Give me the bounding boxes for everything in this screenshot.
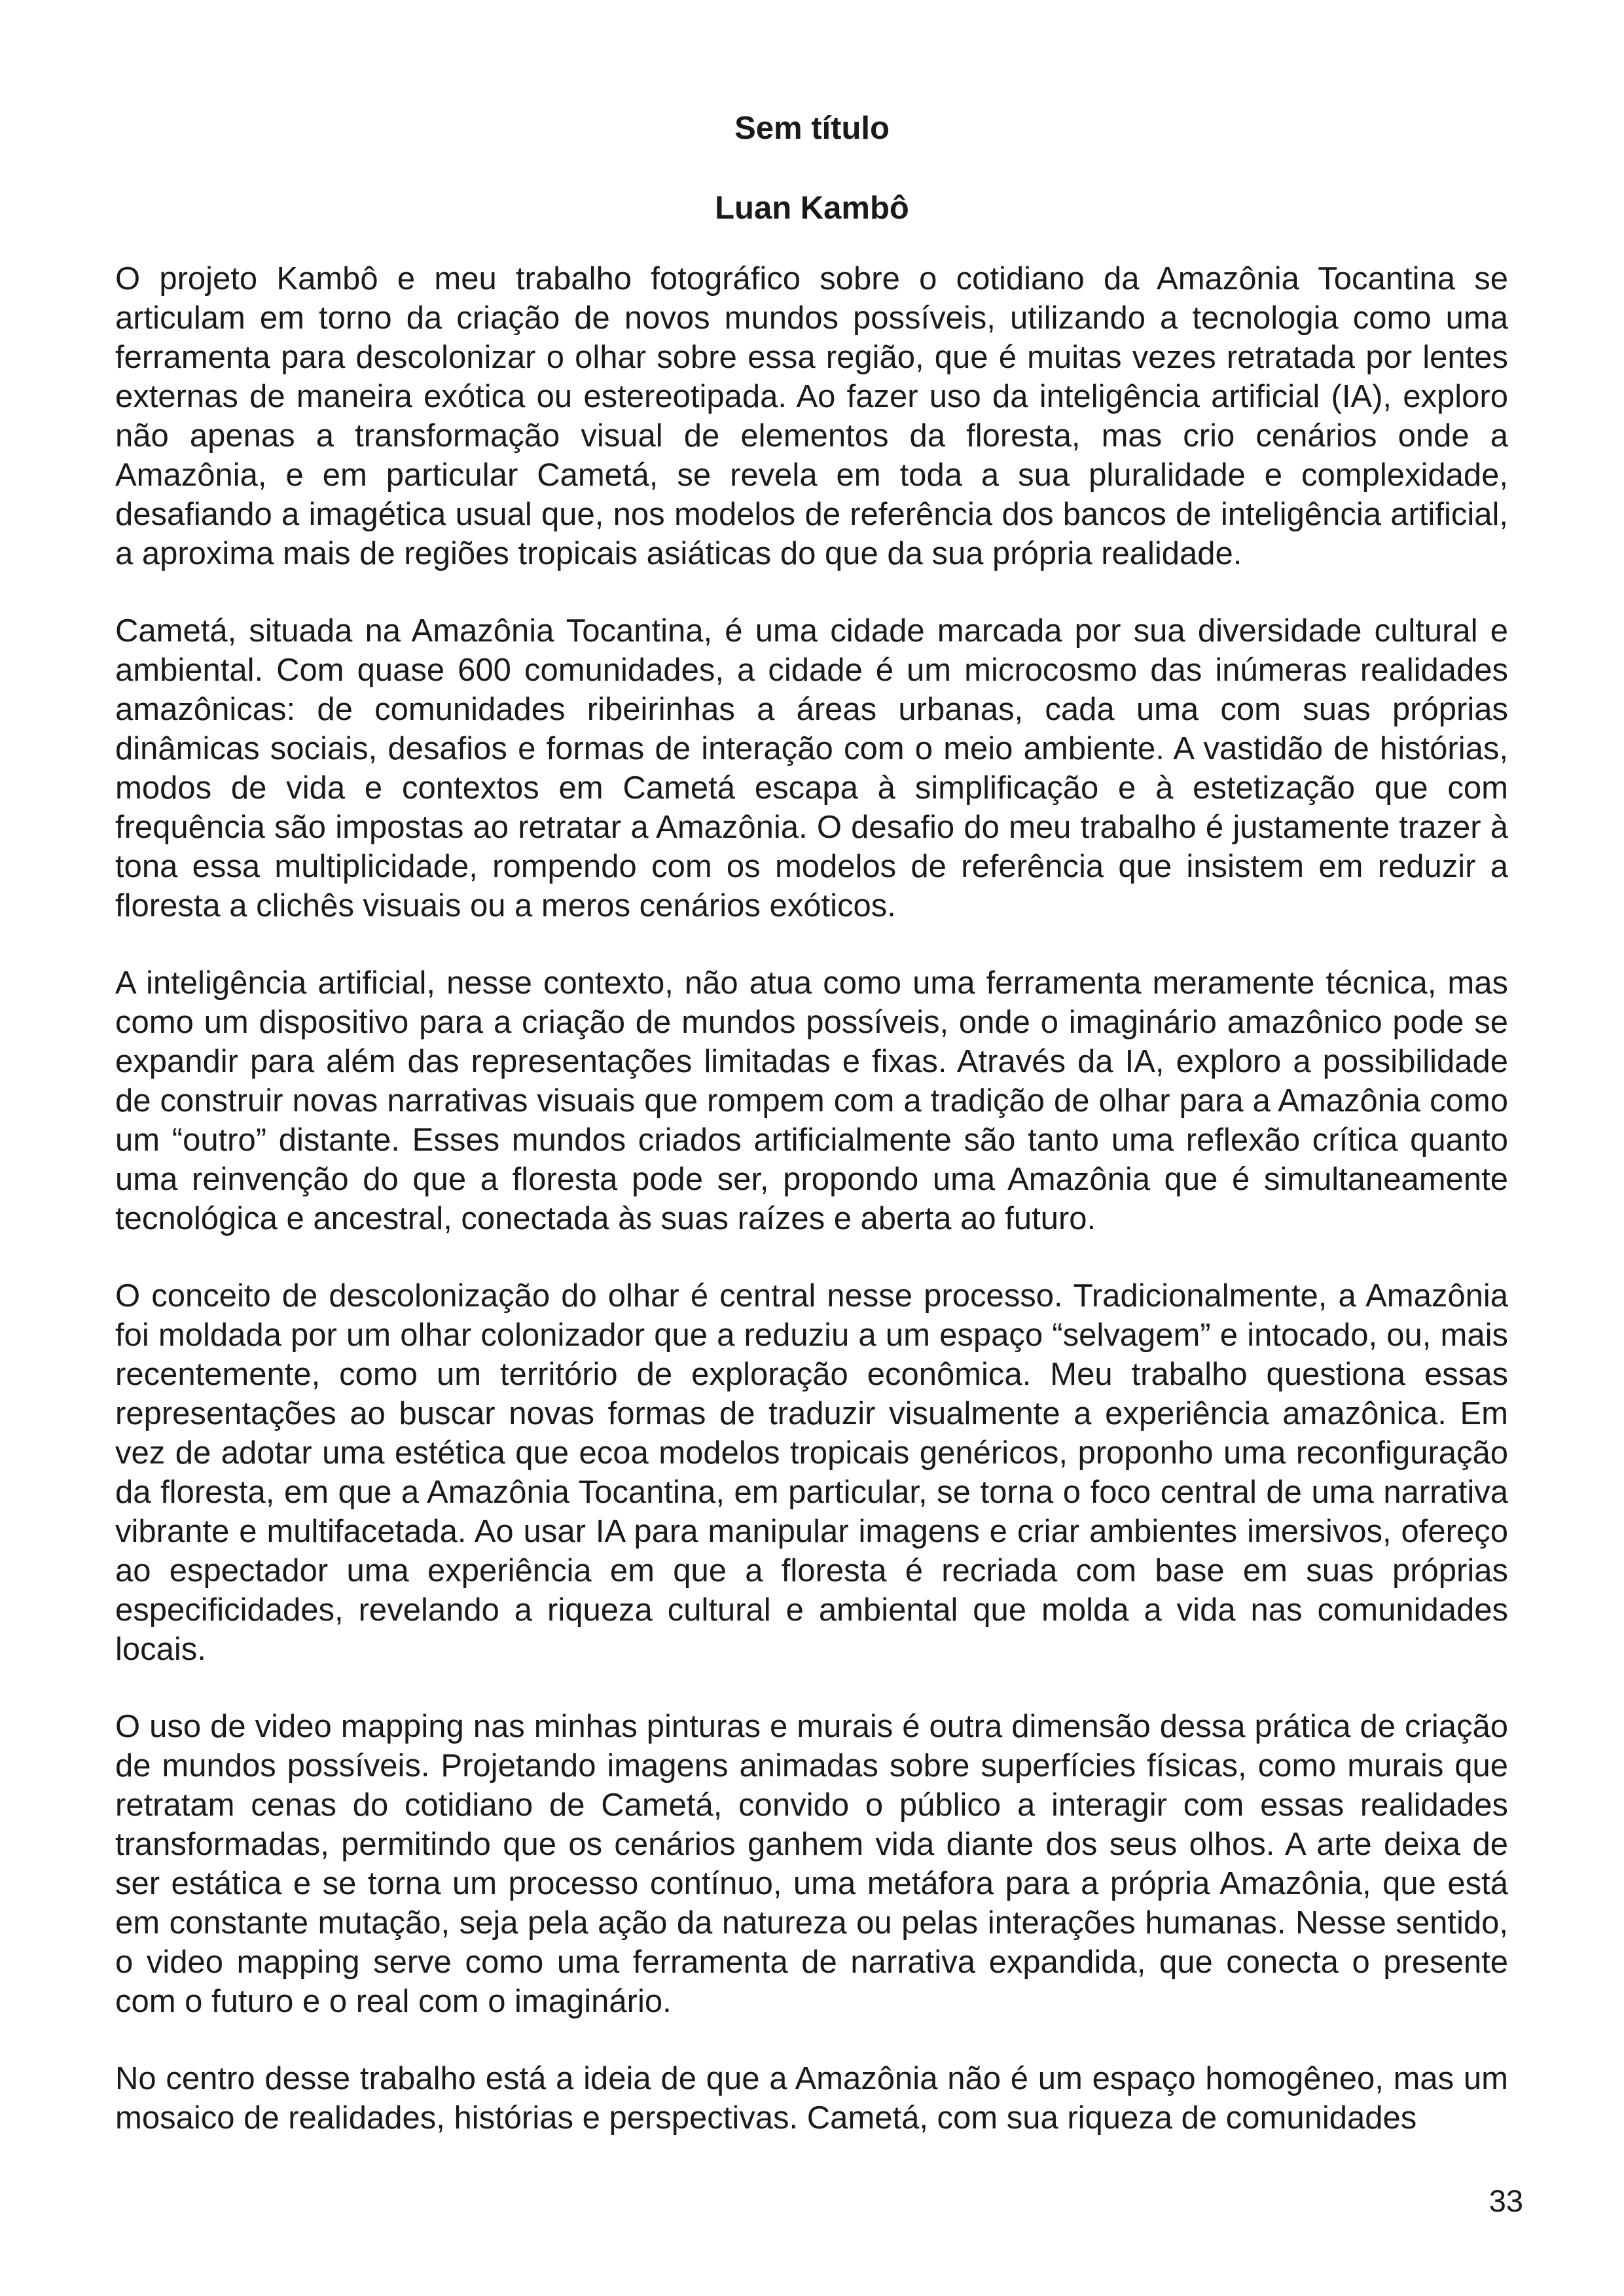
document-body xyxy=(115,259,1508,2176)
paragraph: No centro desse trabalho está a ideia de que a Amazônia não é um espaço homogêneo, mas um mosaico de realidades, histórias e perspectivas. Cametá, com sua riqueza de comunidades xyxy=(115,2061,1508,2136)
page-number: 33 xyxy=(1489,2183,1523,2218)
document-author: Luan Kambô xyxy=(715,190,909,226)
document-title: Sem título xyxy=(734,111,890,146)
paragraph: A inteligência artificial, nesse contexto, não atua como uma ferramenta meramente técnica, mas como um dispositivo para a criação de mundos possíveis, onde o imaginário amazônico pode se expandir para além das representações limitadas e fixas. Através da IA, exploro a possibilidade de construir novas narrativas visuais que rompem com a tradição de olhar para a Amazônia como um “outro” distante. Esses mundos criados artificialmente são tanto uma reflexão crítica quanto uma reinvenção do que a floresta pode ser, propondo uma Amazônia que é simultaneamente tecnológica e ancestral, conectada às suas raízes e aberta ao futuro. xyxy=(115,965,1508,1236)
paragraph: O projeto Kambô e meu trabalho fotográfico sobre o cotidiano da Amazônia Tocantina se articulam em torno da criação de novos mundos possíveis, utilizando a tecnologia como uma ferramenta para descolonizar o olhar sobre essa região, que é muitas vezes retratada por lentes externas de maneira exótica ou estereotipada. Ao fazer uso da inteligência artificial (IA), exploro não apenas a transformação visual de elementos da floresta, mas crio cenários onde a Amazônia, e em particular Cametá, se revela em toda a sua pluralidade e complexidade, desafiando a imagética usual que, nos modelos de referência dos bancos de inteligência artificial, a aproxima mais de regiões tropicais asiáticas do que da sua própria realidade. xyxy=(115,261,1508,571)
paragraph: O conceito de descolonização do olhar é central nesse processo. Tradicionalmente, a Amazônia foi moldada por um olhar colonizador que a reduziu a um espaço “selvagem” e intocado, ou, mais recentemente, como um território de exploração econômica. Meu trabalho questiona essas representações ao buscar novas formas de traduzir visualmente a experiência amazônica. Em vez de adotar uma estética que ecoa modelos tropicais genéricos, proponho uma reconfiguração da floresta, em que a Amazônia Tocantina, em particular, se torna o foco central de uma narrativa vibrante e multifacetada. Ao usar IA para manipular imagens e criar ambientes imersivos, ofereço ao espectador uma experiência em que a floresta é recriada com base em suas próprias especificidades, revelando a riqueza cultural e ambiental que molda a vida nas comunidades locais. xyxy=(115,1278,1508,1667)
paragraph: Cametá, situada na Amazônia Tocantina, é uma cidade marcada por sua diversidade cultural e ambiental. Com quase 600 comunidades, a cidade é um microcosmo das inúmeras realidades amazônicas: de comunidades ribeirinhas a áreas urbanas, cada uma com suas próprias dinâmicas sociais, desafios e formas de interação com o meio ambiente. A vastidão de histórias, modos de vida e contextos em Cametá escapa à simplificação e à estetização que com frequência são impostas ao retratar a Amazônia. O desafio do meu trabalho é justamente trazer à tona essa multiplicidade, rompendo com os modelos de referência que insistem em reduzir a floresta a clichês visuais ou a meros cenários exóticos. xyxy=(115,613,1508,924)
paragraph: O uso de video mapping nas minhas pinturas e murais é outra dimensão dessa prática de criação de mundos possíveis. Projetando imagens animadas sobre superfícies físicas, como murais que retratam cenas do cotidiano de Cametá, convido o público a interagir com essas realidades transformadas, permitindo que os cenários ganhem vida diante dos seus olhos. A arte deixa de ser estática e se torna um processo contínuo, uma metáfora para a própria Amazônia, que está em constante mutação, seja pela ação da natureza ou pelas interações humanas. Nesse sentido, o video mapping serve como uma ferramenta de narrativa expandida, que conecta o presente com o futuro e o real com o imaginário. xyxy=(115,1709,1508,2019)
